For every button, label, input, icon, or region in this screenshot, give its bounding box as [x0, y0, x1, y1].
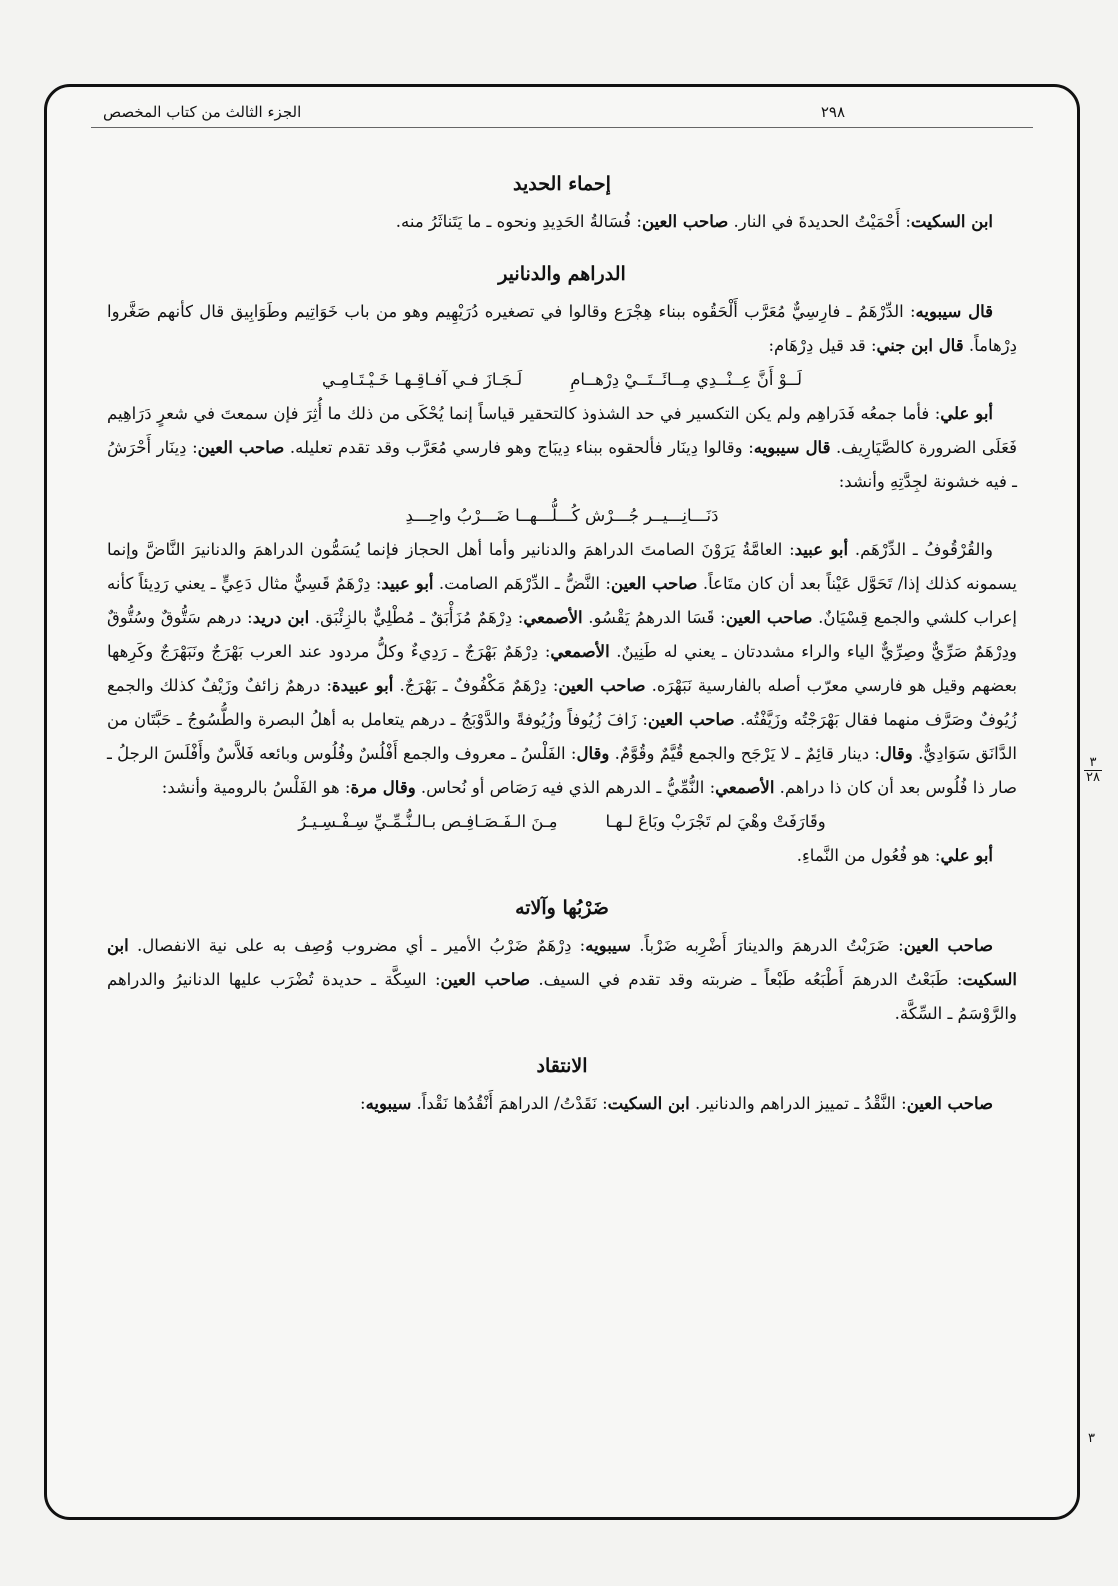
- source-name: أبو عبيدة: [331, 676, 394, 695]
- text: : النُّمِّيُّ ـ الدرهم الذي فيه رَصَاص أو نُحاس.: [415, 778, 716, 797]
- verse-hemistich: دَنَـــانِـــيــر جُـــرْش كُـــلُّـــهــا ضَـــرْبُ واحِـــدِ: [405, 506, 719, 525]
- paragraph: [107, 533, 1017, 805]
- fraction: [1084, 756, 1102, 785]
- source-name: قال ابن جني: [876, 336, 964, 355]
- verse-hemistich: لَــوْ أَنَّ عِــنْــدِي مِــائَــتَــيْ دِرْهــامِ: [570, 370, 802, 389]
- section-title-1: إحماء الحديد: [513, 173, 611, 195]
- source-name: ابن السكيت: [910, 212, 993, 231]
- text: : النَّضُّ ـ الدِّرْهَم الصامت.: [433, 574, 611, 593]
- verse-line: [107, 805, 1017, 839]
- text: : نَقَدْتُ/ الدراهمَ أَنْقُدُها نَقْداً.: [411, 1094, 608, 1113]
- text: : الدِّرْهَمُ ـ فارِسِيٌّ مُعَرَّب أَلْحَقُوه ببناء هِجْرَع وقالوا في تصغيره دُرَيْهِيم وهو من باب خَوَاتِيم وطَوَابِيق قال كأنهم صَغَّروا دِرْهاماً.: [107, 302, 1017, 355]
- text: : دينار قائِمٌ ـ لا يَرْجَح والجمع قُيَّمٌ وقُوَّمٌ.: [609, 744, 880, 763]
- source-name: الأصمعي: [523, 608, 583, 627]
- source-name: الأصمعي: [550, 642, 610, 661]
- verse-line: [107, 363, 1017, 397]
- text: : ضَرَبْتُ الدرهمَ والدينارَ أَضْرِبه ضَرْباً.: [630, 936, 904, 955]
- text: :: [360, 1094, 366, 1113]
- source-name: ابن السكيت: [607, 1094, 690, 1113]
- text: : فأما جمعُه فَدَراهِم ولم يكن التكسير في حد الشذوذ كالتحقير قياساً إنما يُحْكَى من ذلك ما أُثِرَ فإن سمعتَ في شعرٍ دَرَاهِيم فَعَلَى الضرورة كالصَّيَارِيف.: [107, 404, 1017, 457]
- source-name: أبو علي: [940, 846, 993, 865]
- text: : دِينَار أَحْرَشُ ـ فيه خشونة لجِدَّتِهِ وأنشد:: [107, 438, 1017, 491]
- source-name: وقال: [879, 744, 913, 763]
- page-body: [107, 157, 1017, 1477]
- text: : قَسَا الدرهمُ يَقْسُو.: [582, 608, 726, 627]
- source-name: أبو علي: [940, 404, 993, 423]
- source-name: صاحب العين: [558, 676, 646, 695]
- source-name: صاحب العين: [610, 574, 698, 593]
- text: : هو فُعُول من النَّماءِ.: [796, 846, 941, 865]
- source-name: أبو عبيد: [794, 540, 849, 559]
- section-title-2: الدراهم والدنانير: [498, 263, 626, 285]
- verse-hemistich: مِـنَ الـفَـصَـافِـص بـالـنُّـمِّـيِّ سِـفْـسِـيـرُ: [298, 812, 558, 831]
- text: : هو الفَلْسُ بالرومية وأنشد:: [161, 778, 351, 797]
- source-name: الأصمعي: [715, 778, 775, 797]
- text: : زَافَ زُيُوفاً وزُيُوفةً والدَّوْبَجُ ـ درهم يتعامل به أهلُ البصرة والطُّسُوجُ ـ حَبَّتَان من الدَّانَق سَوَادِيٌّ.: [107, 710, 1017, 763]
- paragraph: [107, 295, 1017, 363]
- source-name: صاحب العين: [197, 438, 285, 457]
- text: : دِرْهَمٌ قَسِيٌّ مثال دَعِيٍّ ـ يعني رَدِيئاً كأنه إعراب كلشي والجمع قِسْيَانٌ.: [107, 574, 1018, 627]
- text: والقُرْقُوفُ ـ الدِّرْهَم.: [848, 540, 993, 559]
- page-number: ٢٩٨: [820, 103, 845, 121]
- page-frame: [44, 84, 1080, 1520]
- verse-hemistich: وقَارَفَتْ وهْيَ لم تَجْرَبْ وبَاعَ لـهـا: [605, 812, 826, 831]
- source-name: ابن دريد: [252, 608, 310, 627]
- paragraph: [107, 397, 1017, 499]
- verse-hemistich: لَـجَـازَ فـي آفـاقِـهـا خَـيْـتَـامِـي: [322, 370, 523, 389]
- source-name: سيبويه: [585, 936, 631, 955]
- text: : العامَّةُ يَرَوْنَ الصامتَ الدراهمَ والدنانير وأما أهل الحجاز فإنما يُسَمُّون الدراهمَ والدنانيرَ النَّاضَّ وإنما يسمونه كذلك إذا/ تَحَوَّل عَيْناً بعد أن كان متَاعاً.: [107, 540, 1017, 593]
- section-title-4: الانتقاد: [536, 1055, 588, 1077]
- source-name: صاحب العين: [906, 1094, 993, 1113]
- text: : قد قيل دِرْهَام:: [768, 336, 877, 355]
- source-name: سيبويه: [365, 1094, 412, 1113]
- fraction-denominator: ٢٨: [1086, 770, 1100, 785]
- source-name: أبو عبيد: [381, 574, 434, 593]
- text: : الفَلْسُ ـ معروف والجمع أَفْلُسٌ وفُلُوس وبائعه فَلاَّسٌ وأَفْلَسَ الرجلُ ـ صار ذا فُلُوس بعد أن كان ذا دراهم.: [107, 744, 1017, 797]
- text: : درهمٌ زائفٌ وزَيْفٌ كذلك والجمع زُيُوفٌ وصَرَّف منهما فقال بَهْرَجْتُه وزَيَّفْتُه.: [107, 676, 1018, 729]
- source-name: صاحب العين: [647, 710, 735, 729]
- source-name: صاحب العين: [903, 936, 993, 955]
- paragraph: [107, 929, 1017, 1031]
- text: : وقالوا دِينَار فألحقوه ببناء دِيبَاج وهو فارسي مُعَرَّب وقد تقدم تعليله.: [284, 438, 754, 457]
- text: : دِرْهَمٌ مُزَأْبَقٌ ـ مُطْلِيٌّ بالزِئْبَق.: [309, 608, 524, 627]
- text: : دِرْهَمٌ بَهْرَجٌ ـ رَدِيءٌ وكلُّ مردود عند العرب بَهْرَجٌ ونَبَهْرَجٌ وكَرِهها بعضهم وقيل هو فارسي معرّب أصله بالفارسية نَبَهْرَه.: [107, 642, 1017, 695]
- text: : طَبَعْتُ الدرهمَ أَطْبَعُه طَبْعاً ـ ضربته وقد تقدم في السيف.: [529, 970, 963, 989]
- source-name: وقال: [576, 744, 610, 763]
- text: : دِرْهَمٌ مَكْفُوفٌ ـ بَهْرَجٌ.: [393, 676, 559, 695]
- source-name: صاحب العين: [642, 212, 729, 231]
- verse-line: [107, 499, 1017, 533]
- source-name: قال سيبويه: [753, 438, 831, 457]
- paragraph: [107, 839, 1017, 873]
- source-name: قال سيبويه: [915, 302, 993, 321]
- text: : دِرْهَمٌ ضَرْبُ الأمير ـ أي مضروب وُصِف به على نية الانفصال.: [128, 936, 586, 955]
- margin-reference: ٣: [1088, 1431, 1095, 1446]
- source-name: ابن السكيت: [107, 936, 1017, 989]
- text: : السِكَّة ـ حديدة تُضْرَب عليها الدنانيرُ والدراهم والرَّوْسَمُ ـ السِّكَّة.: [107, 970, 1017, 1023]
- section-title-3: ضَرْبُها وآلاته: [515, 897, 609, 919]
- fraction-numerator: ٣: [1084, 756, 1102, 771]
- paragraph: [107, 1087, 1017, 1121]
- text: : النَّقْدُ ـ تمييز الدراهم والدنانير.: [689, 1094, 907, 1113]
- paragraph: [107, 205, 1017, 239]
- source-name: صاحب العين: [725, 608, 813, 627]
- margin-reference-fraction: [1084, 756, 1102, 785]
- text: : فُسَالةُ الحَدِيدِ ونحوه ـ ما يَتَناثَرُ منه.: [395, 212, 642, 231]
- text: : أَحْمَيْتُ الحديدةَ في النار.: [728, 212, 911, 231]
- running-head: [91, 97, 1033, 128]
- text: : درهم سَتُّوقٌ وسُتُّوقٌ ودِرْهَمٌ صَرِّيٌّ وصِرِّيٌّ الياء والراء مشددتان ـ يعني له طَنِينٌ.: [107, 608, 1017, 661]
- book-title: الجزء الثالث من كتاب المخصص: [103, 103, 302, 121]
- source-name: وقال مرة: [350, 778, 416, 797]
- source-name: صاحب العين: [440, 970, 530, 989]
